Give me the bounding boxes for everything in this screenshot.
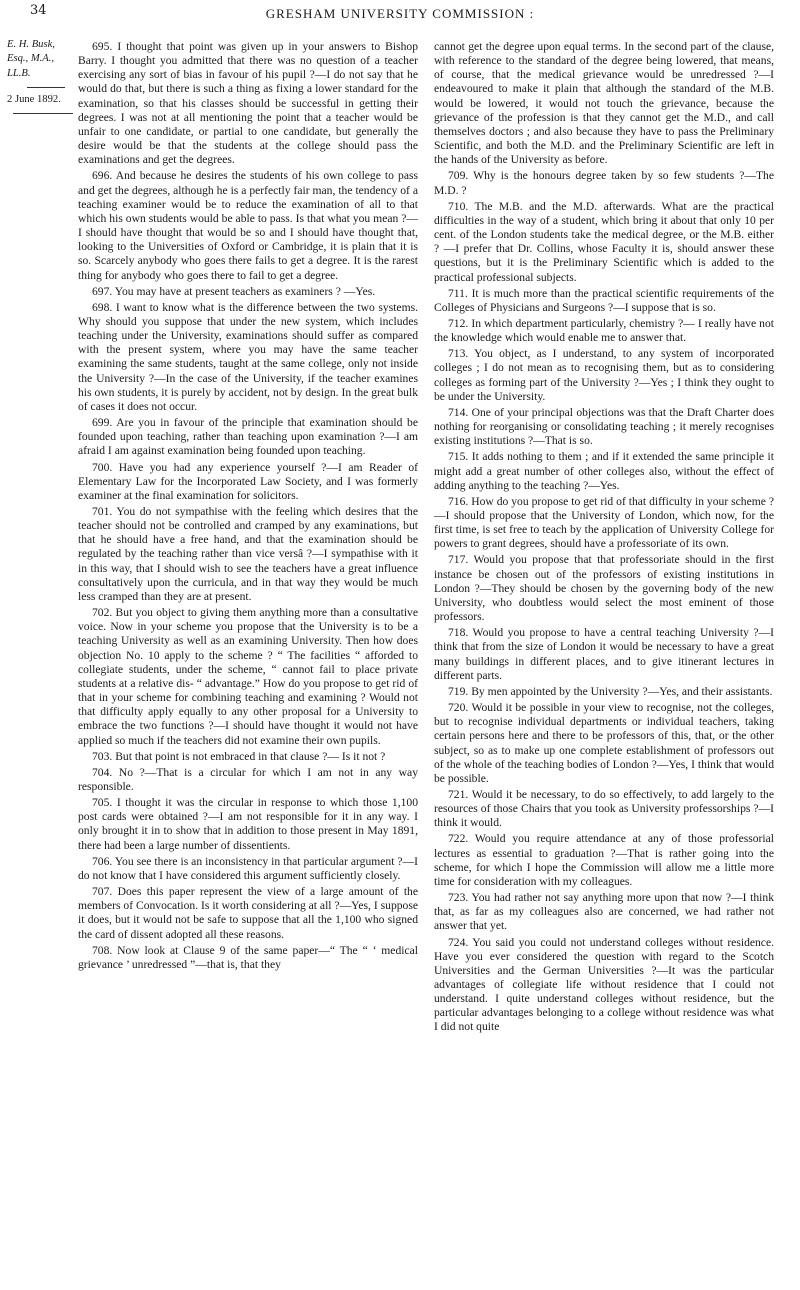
paragraph: 723. You had rather not say anything more upon that now ?—I think that, as far as my colleagues also are concerned, we had rather not answer that yet.: [434, 891, 774, 933]
paragraph: 724. You said you could not understand colleges without residence. Have you ever considered the question with regard to the Scotch Universities and the German Universities ?—It was the particular advantages of collegiate life without residence that I could not understand. I quite understand colleges without residence, but the particular advantages belonging to a college without residence was what I did not quite: [434, 935, 774, 1034]
paragraph: 719. By men appointed by the University ?—Yes, and their assistants.: [448, 684, 773, 698]
witness-line: LL.B.: [7, 67, 31, 79]
paragraph: 713. You object, as I understand, to any system of incorporated colleges ; I do not mean as to recognising them, but as to considering colleges as forming part of the University ?—Yes ; I think they ought to be under the University.: [434, 347, 774, 403]
witness-line: E. H. Busk,: [7, 39, 55, 50]
left-column: [78, 40, 418, 974]
paragraph: 712. In which department particularly, chemistry ?— I really have not the knowledge which would enable me to answer that.: [434, 316, 774, 345]
paragraph: 696. And because he desires the students of his own college to pass and get the degrees, although he is a perfectly fair man, the tendency of a teaching examiner would be to reduce the examination of all to that which his own students would be able to pass. Is that what you mean ?—I should have thought that would be so and I should have thought that, looking to the Universities of Oxford or Cambridge, it is plain that it is so. Scarcely anybody who goes there fails to get a degree. It is the rarest thing for anybody who goes there to fail to get a degree.: [78, 169, 418, 282]
paragraph: 702. But you object to giving them anything more than a consultative voice. Now in your scheme you propose that the University is to be a teaching University as well as an examining University. Then how does objection No. 10 apply to the scheme ? “ The facilities “ afforded to collegiate students, under the scheme, “ cannot fail to place private students at a relative dis- “ advantage.” How do you propose to get rid of that in your scheme for combining teaching and examining ? Would not that difficulty apply equally to any other proposal for a University to embrace the two functions ?—I should have thought it would not have applied so much if the teachers did not examine their own pupils.: [78, 606, 418, 747]
witness-line: Esq., M.A.,: [7, 53, 55, 65]
paragraph: 714. One of your principal objections was that the Draft Charter does nothing for reorganising or consolidating teaching ; it merely recognises existing institutions ?—That is so.: [434, 405, 774, 448]
paragraph: 703. But that point is not embraced in that clause ?— Is it not ?: [92, 749, 386, 763]
paragraph: 711. It is much more than the practical scientific requirements of the Colleges of Physicians and Surgeons ?—I suppose that is so.: [434, 286, 774, 314]
paragraph: 707. Does this paper represent the view of a large amount of the members of Convocation. Is it worth considering at all ?—Yes, I suppose it does, but it would not be safe to suppose that all the 1,100 who signed the card of dissent adopted all these reasons.: [78, 885, 418, 941]
paragraph: 697. You may have at present teachers as examiners ? —Yes.: [92, 284, 376, 298]
right-column: [434, 40, 774, 1037]
running-title: GRESHAM UNIVERSITY COMMISSION :: [265, 6, 535, 21]
paragraph: 721. Would it be necessary, to do so effectively, to add largely to the resources of those Chairs that you took as University professorships ?—I think it would.: [434, 787, 774, 830]
paragraph: 701. You do not sympathise with the feeling which desires that the teacher should not be controlled and cramped by any examinations, but that he should have a free hand, and that the examination should be regulated by the teaching rather than vice versâ ?—I sympathise with it in this way, that I should wish to see the teachers have a great influence consultatively upon the curricula, and in that way they would be much less cramped than they are at present.: [78, 505, 418, 603]
hearing-date: 2 June 1892.: [7, 93, 61, 105]
paragraph: cannot get the degree upon equal terms. In the second part of the clause, with reference to the standard of the degree being lowered, that means, of course, that the medical grievance would be unredressed ?—I endeavoured to make it plain that although the standard of the M.B. would be lowered, it would not touch the grievance, because the grievance of the profession is that they cannot get the M.D., and call themselves doctors ; and also because they have to pass the Preliminary Scientific, and both the M.D. and the Preliminary Scientific are left in the hands of the University as before.: [434, 40, 774, 167]
paragraph: 717. Would you propose that that professoriate should in the first instance be chosen out of the professors of existing institutions in London ?—They should be chosen by the governing body of the new University, who doubtless would select the most eminent of those professors.: [434, 553, 774, 624]
paragraph: 710. The M.B. and the M.D. afterwards. What are the practical difficulties in the way of a student, which bring it about that only 10 per cent. of the London students take the medical degree, or the M.B. either ? —I prefer that Dr. Collins, whose Faculty it is, should answer these questions, but it is the Preliminary Scientific which is added to the practical professional subjects.: [434, 199, 774, 284]
paragraph: 706. You see there is an inconsistency in that particular argument ?—I do not know that I have considered this argument sufficiently closely.: [78, 854, 418, 882]
paragraph: 704. No ?—That is a circular for which I am not in any way responsible.: [78, 765, 418, 793]
paragraph: 718. Would you propose to have a central teaching University ?—I think that from the size of London it would be necessary to have a great many buildings in different places, and to give itinerant lectures in different parts.: [434, 626, 774, 682]
paragraph: 699. Are you in favour of the principle that examination should be founded upon teaching, rather than teaching upon examination ?—I am afraid I am against examination being founded upon teaching.: [78, 416, 418, 458]
margin-rule: [13, 113, 73, 114]
margin-rule: [27, 87, 65, 88]
paragraph: 698. I want to know what is the difference between the two systems. Why should you suppose that under the new system, which includes teaching under the University, examinations should suffer as compared with the present system, where you may have the same teacher examining the same students, taught at the same college, only not inside the University ?—In the case of the University, if the teacher examines his own students, it is purely by accident, not by design. In the great bulk of cases it does not occur.: [78, 300, 418, 413]
paragraph: 722. Would you require attendance at any of those professorial lectures as essential to graduation ?—That is rather going into the scheme, for which I hope the Commission will allow me a little more time for consideration with my colleagues.: [434, 832, 774, 888]
page-number: 34: [30, 3, 47, 18]
paragraph: 715. It adds nothing to them ; and if it extended the same principle it might add a great number of other colleges also, without the effect of adding anything to the teaching ?—Yes.: [434, 450, 774, 492]
paragraph: 720. Would it be possible in your view to recognise, not the colleges, but to recognise individual departments or individual teachers, taking certain persons here and there to be professors of this, that, or the other subject, so as to make up one complete establishment of professors out of the whole of the teaching bodies of London ?—Yes, I think that would be possible.: [434, 701, 774, 785]
paragraph: 708. Now look at Clause 9 of the same paper—“ The “ ‘ medical grievance ’ unredressed ”—that is, that they: [78, 943, 418, 971]
witness-name: [7, 38, 71, 81]
paragraph: 716. How do you propose to get rid of that difficulty in your scheme ?—I should propose that the University of London, which now, for the first time, is set free to teach by the application of University College for powers to grant degrees, should have a professoriate of its own.: [434, 494, 774, 551]
paragraph: 695. I thought that point was given up in your answers to Bishop Barry. I thought you admitted that there was no question of a teacher exercising any sort of bias in favour of his pupil ?—I do not say that he would do that, but there is such a thing as fixing a lower standard for the examination, so that his classes should be successful in getting their degrees. I was not at all mentioning the point that a teacher would be unfair to one candidate, or partial to one candidate, but generally the desire would be that the students at the college should pass the examinations and get the degrees.: [78, 40, 418, 167]
paragraph: 705. I thought it was the circular in response to which those 1,100 post cards were obtained ?—I am not responsible for it in any way. I only brought it in to show that in addition to those present in May 1891, there had been a large number of dissentients.: [78, 796, 418, 852]
paragraph: 700. Have you had any experience yourself ?—I am Reader of Elementary Law for the Incorporated Law Society, and I was formerly examiner at the final examination for solicitors.: [78, 460, 418, 502]
margin-note: [7, 38, 71, 114]
paragraph: 709. Why is the honours degree taken by so few students ?—The M.D. ?: [434, 169, 774, 197]
